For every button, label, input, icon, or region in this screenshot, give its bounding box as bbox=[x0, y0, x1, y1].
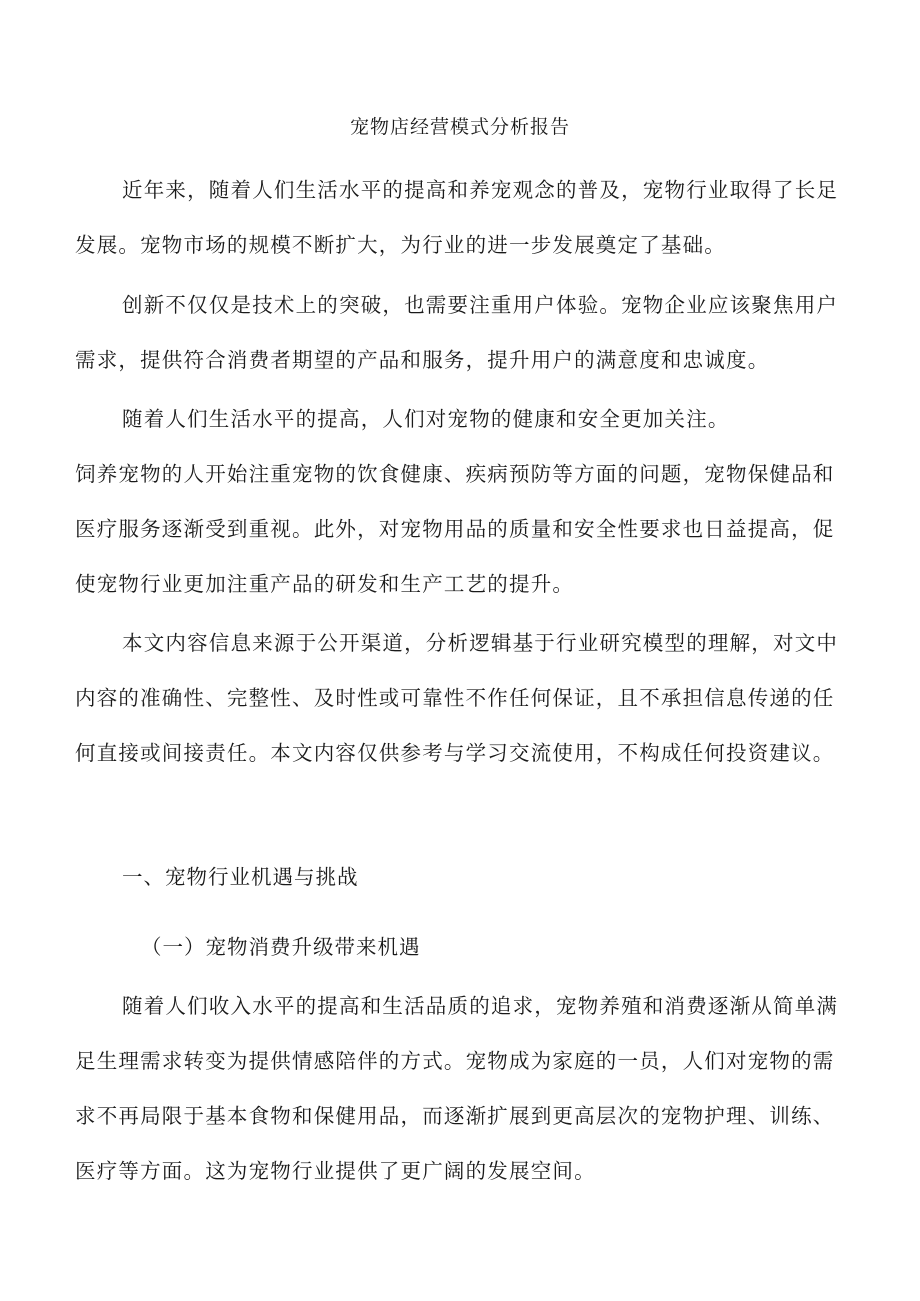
paragraph-health bbox=[75, 392, 845, 612]
paragraph-innovation bbox=[75, 278, 845, 388]
paragraph-disclaimer bbox=[75, 616, 845, 781]
subsection-heading: （一）宠物消费升级带来机遇 bbox=[141, 935, 421, 959]
paragraph-text: 随着人们收入水平的提高和生活品质的追求，宠物养殖和消费逐渐从简单满足生理需求转变为提供情感陪伴的方式。宠物成为家庭的一员，人们对宠物的需求不再局限于基本食物和保健用品，而逐渐扩展到更高层次的宠物护理、训练、医疗等方面。这为宠物行业提供了更广阔的发展空间。 bbox=[75, 994, 839, 1183]
paragraph-text: 饲养宠物的人开始注重宠物的饮食健康、疾病预防等方面的问题，宠物保健品和医疗服务逐渐受到重视。此外，对宠物用品的质量和安全性要求也日益提高，促使宠物行业更加注重产品的研发和生产工艺的提升。 bbox=[75, 462, 835, 596]
section-heading: 一、宠物行业机遇与挑战 bbox=[122, 865, 359, 889]
paragraph-intro bbox=[75, 163, 845, 273]
paragraph-text: 创新不仅仅是技术上的突破，也需要注重用户体验。宠物企业应该聚焦用户需求，提供符合消费者期望的产品和服务，提升用户的满意度和忠诚度。 bbox=[75, 293, 839, 372]
paragraph-consumption bbox=[75, 979, 845, 1199]
document-title: 宠物店经营模式分析报告 bbox=[349, 116, 570, 138]
paragraph-text: 本文内容信息来源于公开渠道，分析逻辑基于行业研究模型的理解，对文中内容的准确性、完整性、及时性或可靠性不作任何保证，且不承担信息传递的任何直接或间接责任。本文内容仅供参考与学习交流使用，不构成任何投资建议。 bbox=[75, 631, 839, 765]
paragraph-text: 随着人们生活水平的提高，人们对宠物的健康和安全更加关注。 bbox=[122, 407, 730, 431]
paragraph-text: 近年来，随着人们生活水平的提高和养宠观念的普及，宠物行业取得了长足发展。宠物市场的规模不断扩大，为行业的进一步发展奠定了基础。 bbox=[75, 178, 839, 257]
